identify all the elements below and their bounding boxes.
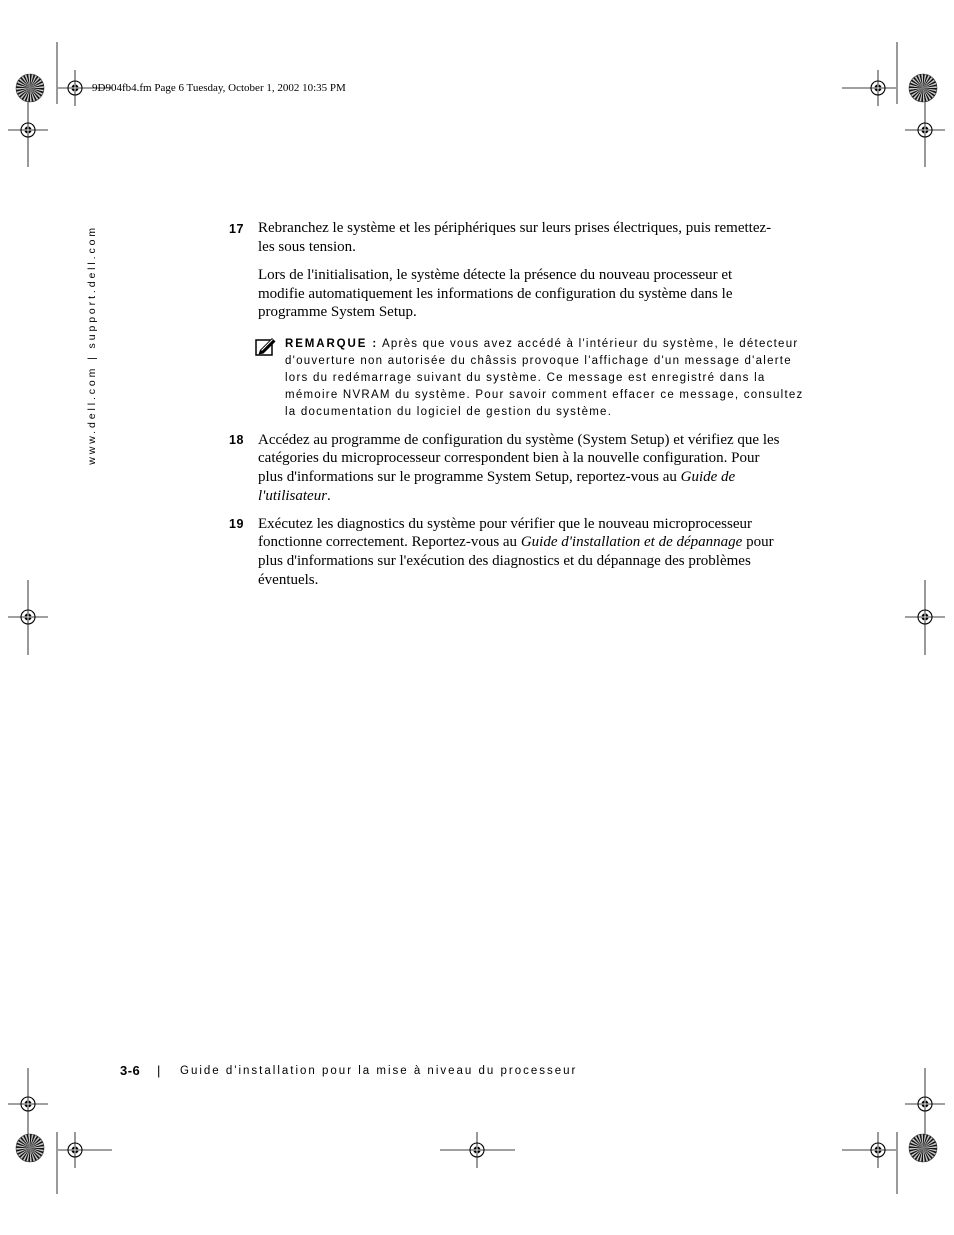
starburst-spoke <box>923 88 933 99</box>
starburst-spoke <box>923 1148 930 1161</box>
starburst-spoke <box>923 1148 937 1153</box>
starburst-spoke <box>923 81 936 88</box>
target-ring <box>21 1097 35 1111</box>
starburst-spoke <box>28 88 30 102</box>
starburst-spoke <box>30 1148 42 1157</box>
starburst-spoke <box>916 75 923 88</box>
step-18-line-3 <box>258 468 828 487</box>
registration-target <box>8 580 48 655</box>
target-ring <box>918 123 932 137</box>
step-19-number: 19 <box>229 517 245 532</box>
starburst-spoke <box>914 88 923 100</box>
target-ring <box>21 123 35 137</box>
footer-document-title: Guide d'installation pour la mise à niveau du processeur <box>180 1065 578 1077</box>
starburst-spoke <box>30 88 37 101</box>
starburst-spoke <box>26 74 30 88</box>
starburst-spoke <box>921 1148 923 1162</box>
starburst-spoke <box>923 1136 932 1148</box>
starburst-spoke <box>30 88 42 97</box>
starburst-spoke <box>30 88 34 102</box>
starburst-spoke <box>909 1148 923 1152</box>
target-ring <box>918 1097 932 1111</box>
note-pencil-icon <box>255 336 277 357</box>
starburst-spoke <box>918 1148 923 1162</box>
registration-target <box>8 93 48 167</box>
starburst-spoke <box>923 1141 936 1148</box>
target-ring <box>470 1143 484 1157</box>
step-18-line-1: Accédez au programme de configuration du système (System Setup) et vérifiez que les <box>258 431 780 448</box>
target-core <box>24 1100 31 1107</box>
starburst-outline <box>909 74 937 102</box>
registration-target <box>905 93 945 167</box>
footer-separator: | <box>157 1063 161 1078</box>
target-core <box>71 1146 78 1153</box>
starburst-disc <box>16 74 44 102</box>
step-18-line-4-text: . <box>327 487 331 504</box>
starburst-spoke <box>30 1148 44 1150</box>
starburst-spoke <box>30 78 41 88</box>
starburst-spoke <box>30 1136 39 1148</box>
target-core <box>24 126 31 133</box>
starburst-spoke <box>30 88 44 93</box>
starburst-spoke <box>30 88 40 99</box>
starburst-spoke <box>923 88 927 102</box>
starburst-spoke <box>20 1137 30 1148</box>
starburst-spoke <box>17 88 30 95</box>
starburst-registration-mark <box>909 1134 937 1162</box>
starburst-spoke <box>921 88 923 102</box>
side-url-tab: www.dell.com | support.dell.com <box>86 225 98 465</box>
step-19-line-2 <box>258 533 828 552</box>
note-line-5: la documentation du logiciel de gestion du système. <box>285 405 613 418</box>
starburst-spoke <box>910 88 923 95</box>
target-ring <box>871 1143 885 1157</box>
starburst-spoke <box>16 88 30 92</box>
starburst-spoke <box>923 1144 937 1148</box>
step-18-line-4 <box>258 487 828 506</box>
target-ring <box>68 81 82 95</box>
target-core <box>24 613 31 620</box>
starburst-spoke <box>30 88 44 90</box>
starburst-spoke <box>916 1135 923 1148</box>
starburst-spoke <box>23 75 30 88</box>
step-18-line-2: catégories du microprocesseur correspondent bien à la nouvelle configuration. Pour <box>258 450 760 467</box>
starburst-registration-mark <box>16 74 44 102</box>
starburst-spoke <box>30 76 39 88</box>
starburst-spoke <box>913 1137 923 1148</box>
starburst-spoke <box>912 88 923 98</box>
target-ring <box>918 610 932 624</box>
starburst-spoke <box>30 1134 35 1148</box>
starburst-spoke <box>30 1144 44 1148</box>
starburst-spoke <box>30 1148 37 1161</box>
note-line-3: lors du redémarrage suivant du système. Ce message est enregistré dans la <box>285 371 766 384</box>
starburst-spoke <box>909 1146 923 1148</box>
starburst-spoke <box>23 1135 30 1148</box>
starburst-registration-mark <box>909 74 937 102</box>
starburst-spoke <box>923 88 937 90</box>
starburst-spoke <box>923 74 928 88</box>
target-core <box>921 613 928 620</box>
target-core <box>71 84 78 91</box>
step-17-detail-line-1: Lors de l'initialisation, le système détecte la présence du nouveau processeur et <box>258 267 733 283</box>
starburst-spoke <box>923 1148 935 1157</box>
starburst-spoke <box>923 88 930 101</box>
note-line-1-text: Après que vous avez accédé à l'intérieur du système, le détecteur <box>381 337 799 350</box>
starburst-spoke <box>30 1141 43 1148</box>
target-ring <box>68 1143 82 1157</box>
step-19 <box>229 515 828 590</box>
step-19-line-4: éventuels. <box>258 571 319 588</box>
step-17-line-2: les sous tension. <box>258 238 356 255</box>
user-guide-reference-continued: l'utilisateur <box>258 487 328 504</box>
note-label: REMARQUE : <box>285 337 379 350</box>
starburst-spoke <box>30 74 32 88</box>
step-18-line-3-text: plus d'informations sur le programme System Setup, reportez-vous au <box>258 468 677 485</box>
step-17-detail-line-3: programme System Setup. <box>258 304 417 321</box>
target-ring <box>21 610 35 624</box>
starburst-spoke <box>19 88 30 98</box>
starburst-spoke <box>30 1148 40 1159</box>
target-core <box>473 1146 480 1153</box>
starburst-spoke <box>923 78 934 88</box>
starburst-spoke <box>16 1146 30 1148</box>
starburst-outline <box>16 74 44 102</box>
starburst-spoke <box>923 74 925 88</box>
starburst-spoke <box>30 1148 44 1153</box>
registration-target <box>58 1132 112 1168</box>
starburst-spoke <box>30 1138 41 1148</box>
starburst-spoke <box>912 1148 923 1158</box>
starburst-spoke <box>26 1134 30 1148</box>
starburst-spoke <box>30 1134 32 1148</box>
note-box <box>285 336 845 421</box>
step-17-number: 17 <box>229 221 245 236</box>
starburst-spoke <box>18 79 30 88</box>
starburst-outline <box>909 1134 937 1162</box>
starburst-spoke <box>25 1148 30 1162</box>
starburst-spoke <box>923 1148 937 1150</box>
step-17-detail-line-2: modifie automatiquement les informations de configuration du système dans le <box>258 285 733 302</box>
starburst-spoke <box>909 83 923 88</box>
starburst-spoke <box>21 88 30 100</box>
registration-target <box>842 70 896 106</box>
starburst-spoke <box>30 84 44 88</box>
registration-target <box>842 1132 896 1168</box>
starburst-spoke <box>30 81 43 88</box>
target-core <box>874 84 881 91</box>
step-17-line-1: Rebranchez le système et les périphériques sur leurs prises électriques, puis remettez- <box>258 220 772 236</box>
install-guide-reference: Guide d'installation et de dépannage <box>520 534 743 551</box>
starburst-spoke <box>16 1143 30 1148</box>
starburst-spoke <box>923 1134 928 1148</box>
starburst-disc <box>909 74 937 102</box>
starburst-spoke <box>919 1134 923 1148</box>
starburst-spoke <box>30 74 35 88</box>
step-19-line-3: plus d'informations sur l'exécution des diagnostics et du dépannage des problèmes <box>258 552 751 569</box>
target-ring <box>871 81 885 95</box>
target-core <box>874 1146 881 1153</box>
starburst-spoke <box>918 88 923 102</box>
starburst-spoke <box>20 77 30 88</box>
starburst-spoke <box>923 1148 933 1159</box>
starburst-spoke <box>923 88 937 93</box>
target-core <box>921 1100 928 1107</box>
note-line-2: d'ouverture non autorisée du châssis provoque l'affichage d'un message d'alerte <box>285 354 792 367</box>
starburst-spoke <box>911 79 923 88</box>
registration-target <box>905 1068 945 1142</box>
starburst-spoke <box>18 1139 30 1148</box>
user-guide-reference: Guide de <box>680 468 736 485</box>
step-17 <box>229 219 828 256</box>
starburst-spoke <box>28 1148 30 1162</box>
starburst-spoke <box>909 1143 923 1148</box>
page-number: 3-6 <box>120 1063 141 1078</box>
starburst-outline <box>16 1134 44 1162</box>
starburst-spoke <box>19 1148 30 1158</box>
starburst-spoke <box>30 1148 34 1162</box>
step-19-line-1: Exécutez les diagnostics du système pour vérifier que le nouveau microprocesseur <box>258 515 752 532</box>
step-19-line-2-text: fonctionne correctement. Reportez-vous au <box>258 534 518 551</box>
starburst-spoke <box>910 1148 923 1155</box>
starburst-spoke <box>16 83 30 88</box>
starburst-spoke <box>16 1148 30 1152</box>
starburst-spoke <box>913 77 923 88</box>
starburst-spoke <box>919 74 923 88</box>
step-18 <box>229 431 828 506</box>
note-line-1 <box>285 336 845 353</box>
starburst-spoke <box>914 1148 923 1160</box>
starburst-spoke <box>923 1138 934 1148</box>
starburst-spoke <box>923 84 937 88</box>
starburst-spoke <box>923 88 935 97</box>
registration-target <box>440 1132 515 1168</box>
starburst-registration-mark <box>16 1134 44 1162</box>
target-core <box>921 126 928 133</box>
starburst-spoke <box>923 1134 925 1148</box>
starburst-spoke <box>25 88 30 102</box>
starburst-disc <box>16 1134 44 1162</box>
step-18-number: 18 <box>229 433 245 448</box>
starburst-spoke <box>909 86 923 88</box>
starburst-spoke <box>923 76 932 88</box>
step-17-detail <box>258 266 828 322</box>
starburst-disc <box>909 1134 937 1162</box>
starburst-spoke <box>17 1148 30 1155</box>
starburst-spoke <box>909 88 923 92</box>
note-line-4: mémoire NVRAM du système. Pour savoir comment effacer ce message, consultez <box>285 388 804 401</box>
step-19-line-2-tail: pour <box>746 534 774 551</box>
registration-target <box>905 580 945 655</box>
starburst-spoke <box>21 1148 30 1160</box>
starburst-spoke <box>923 1148 927 1162</box>
starburst-spoke <box>911 1139 923 1148</box>
starburst-spoke <box>16 86 30 88</box>
print-slug-header: 9D904fb4.fm Page 6 Tuesday, October 1, 2002 10:35 PM <box>92 82 346 94</box>
registration-target <box>8 1068 48 1142</box>
